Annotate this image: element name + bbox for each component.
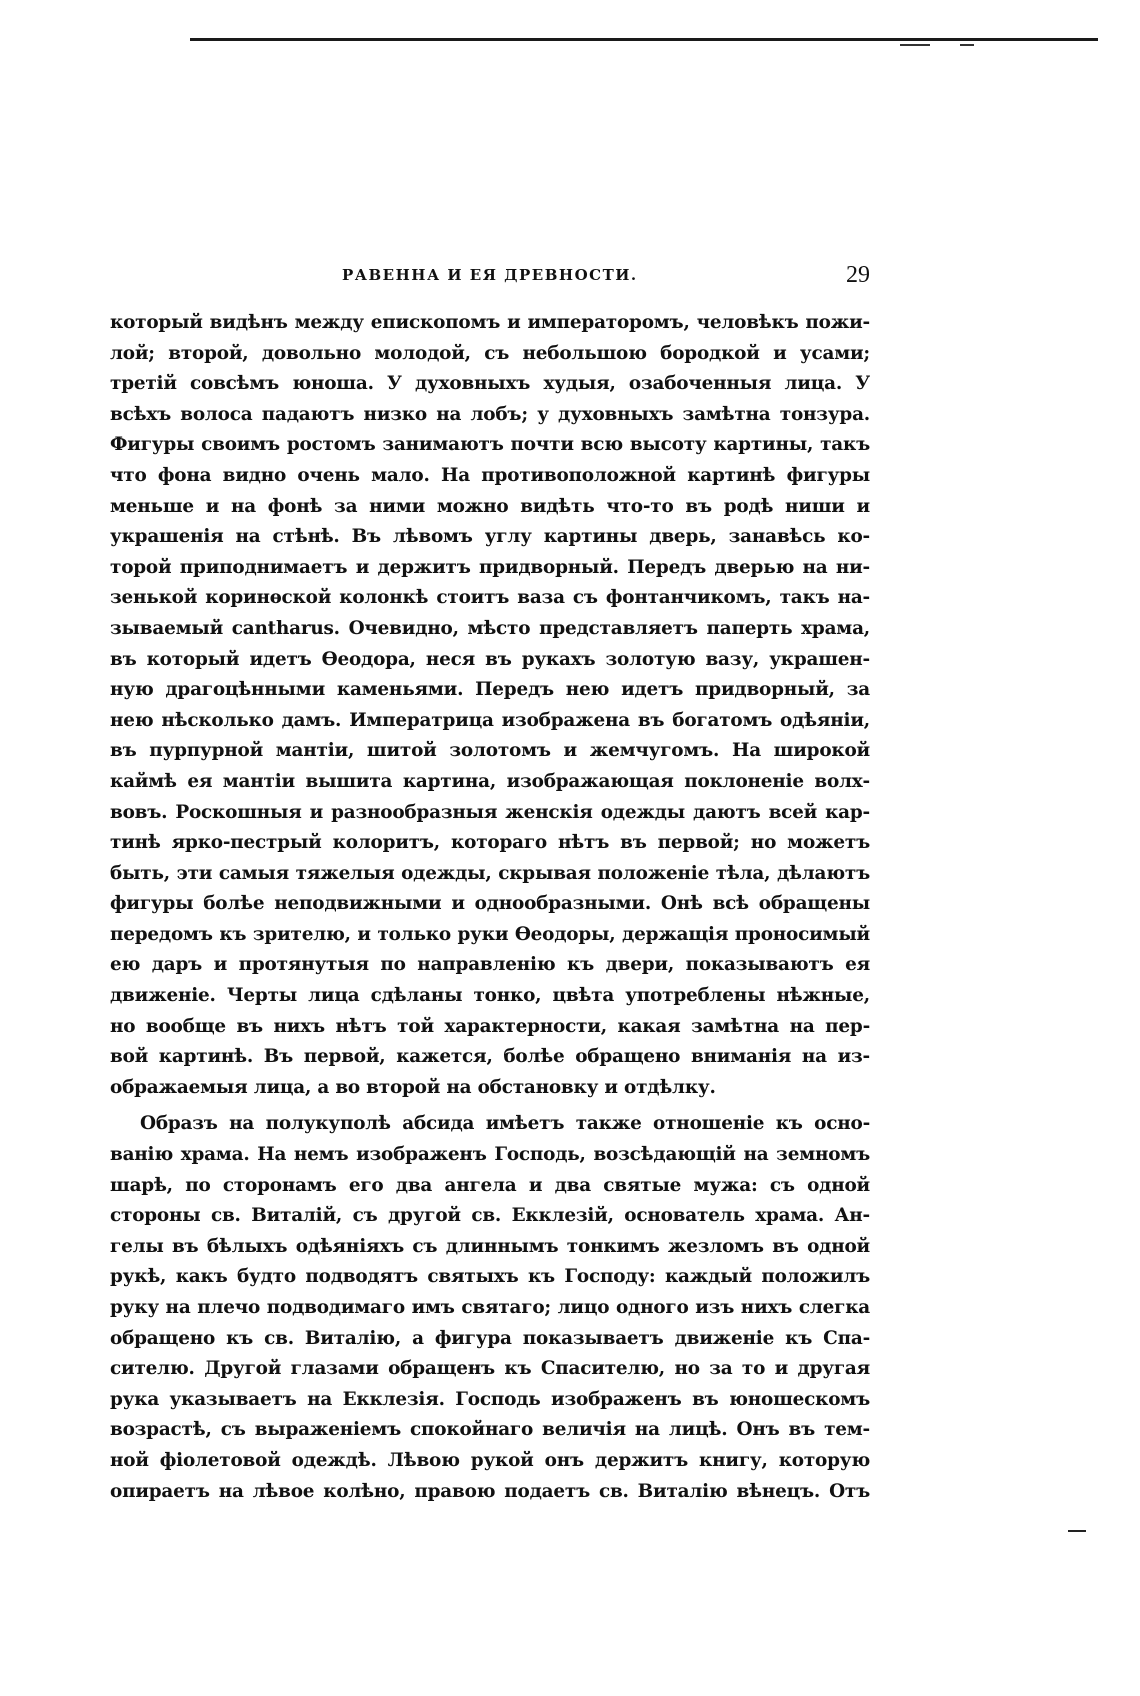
paragraph-1 [110, 308, 870, 1103]
text-line: ею даръ и протянутыя по направленію къ двери, показываютъ ея [110, 954, 870, 976]
scan-speck [960, 44, 974, 46]
text-line: руку на плечо подводимаго имъ святаго; лицо одного изъ нихъ слегка [110, 1297, 870, 1318]
text-line: всѣхъ волоса падаютъ низко на лобъ; у духовныхъ замѣтна тонзура. [110, 403, 870, 425]
text-line: быть, эти самыя тяжелыя одежды, скрывая положеніе тѣла, дѣлаютъ [110, 862, 870, 884]
top-scan-rule [190, 38, 1098, 41]
text-line: украшенія на стѣнѣ. Въ лѣвомъ углу картины дверь, занавѣсь ко- [110, 526, 870, 548]
text-line: ной фіолетовой одеждѣ. Лѣвою рукой онъ держитъ книгу, которую [110, 1449, 870, 1471]
text-line: зенькой коринѳской колонкѣ стоитъ ваза съ фонтанчикомъ, такъ на- [110, 587, 870, 609]
paragraph-2 [110, 1109, 870, 1507]
text-line: рука указываетъ на Екклезія. Господь изображенъ въ юношескомъ [110, 1388, 870, 1410]
text-line: вовъ. Роскошныя и разнообразныя женскія одежды даютъ всей кар- [110, 801, 870, 823]
text-line: третій совсѣмъ юноша. У духовныхъ худыя, озабоченныя лица. У [110, 373, 870, 395]
text-line: ную драгоцѣнными каменьями. Передъ нею идетъ придворный, за [110, 679, 870, 701]
page-number: 29 [846, 262, 870, 288]
text-line: рукѣ, какъ будто подводятъ святыхъ къ Господу: каждый положилъ [110, 1266, 870, 1288]
text-line: сителю. Другой глазами обращенъ къ Спасителю, но за то и другая [110, 1358, 870, 1380]
text-line: меньше и на фонѣ за ними можно видѣть что-то въ родѣ ниши и [110, 495, 870, 517]
text-line: который видѣнъ между епископомъ и императоромъ, человѣкъ пожи- [110, 312, 870, 333]
text-line: торой приподнимаетъ и держитъ придворный. Передъ дверью на ни- [110, 556, 870, 578]
text-line: стороны св. Виталій, съ другой св. Екклезій, основатель храма. Ан- [110, 1205, 870, 1227]
text-line: въ который идетъ Ѳеодора, неся въ рукахъ золотую вазу, украшен- [110, 648, 870, 670]
text-line: нею нѣсколько дамъ. Императрица изображена въ богатомъ одѣяніи, [110, 709, 870, 731]
text-line: фигуры болѣе неподвижными и однообразными. Онѣ всѣ обращены [110, 893, 870, 915]
running-head-title: РАВЕННА И ЕЯ ДРЕВНОСТИ. [342, 266, 638, 284]
scan-speck [900, 44, 930, 46]
text-line: но вообще въ нихъ нѣтъ той характерности, какая замѣтна на пер- [110, 1015, 870, 1037]
body-text [110, 308, 870, 1507]
text-line: передомъ къ зрителю, и только руки Ѳеодоры, держащія проносимый [110, 923, 870, 945]
text-line: каймѣ ея мантіи вышита картина, изображающая поклоненіе волх- [110, 770, 870, 792]
text-line: движеніе. Черты лица сдѣланы тонко, цвѣта употреблены нѣжные, [110, 985, 870, 1007]
text-line: вой картинѣ. Въ первой, кажется, болѣе обращено вниманія на из- [110, 1046, 870, 1068]
text-line: опираетъ на лѣвое колѣно, правою подаетъ св. Виталію вѣнецъ. Отъ [110, 1480, 870, 1502]
text-line: гелы въ бѣлыхъ одѣяніяхъ съ длиннымъ тонкимъ жезломъ въ одной [110, 1235, 870, 1257]
text-line: лой; второй, довольно молодой, съ небольшою бородкой и усами; [110, 342, 870, 364]
text-line: зываемый cantharus. Очевидно, мѣсто представляетъ паперть храма, [110, 617, 870, 639]
text-line: шарѣ, по сторонамъ его два ангела и два святые мужа: съ одной [110, 1174, 870, 1196]
text-line: ванію храма. На немъ изображенъ Господь, возсѣдающій на земномъ [110, 1144, 870, 1166]
text-line: въ пурпурной мантіи, шитой золотомъ и жемчугомъ. На широкой [110, 740, 870, 762]
text-line: возрастѣ, съ выраженіемъ спокойнаго величія на лицѣ. Онъ въ тем- [110, 1419, 870, 1441]
text-line: ображаемыя лица, а во второй на обстановку и отдѣлку. [110, 1076, 716, 1098]
margin-mark [1068, 1530, 1086, 1532]
text-line: Фигуры своимъ ростомъ занимаютъ почти всю высоту картины, такъ [110, 434, 870, 456]
text-line: обращено къ св. Виталію, а фигура показываетъ движеніе къ Спа- [110, 1327, 870, 1349]
text-line: Образъ на полукуполѣ абсида имѣетъ также отношеніе къ осно- [140, 1113, 870, 1135]
running-head [110, 262, 870, 298]
text-line: что фона видно очень мало. На противоположной картинѣ фигуры [110, 464, 870, 486]
text-line: тинѣ ярко-пестрый колоритъ, котораго нѣтъ въ первой; но можетъ [110, 832, 870, 854]
